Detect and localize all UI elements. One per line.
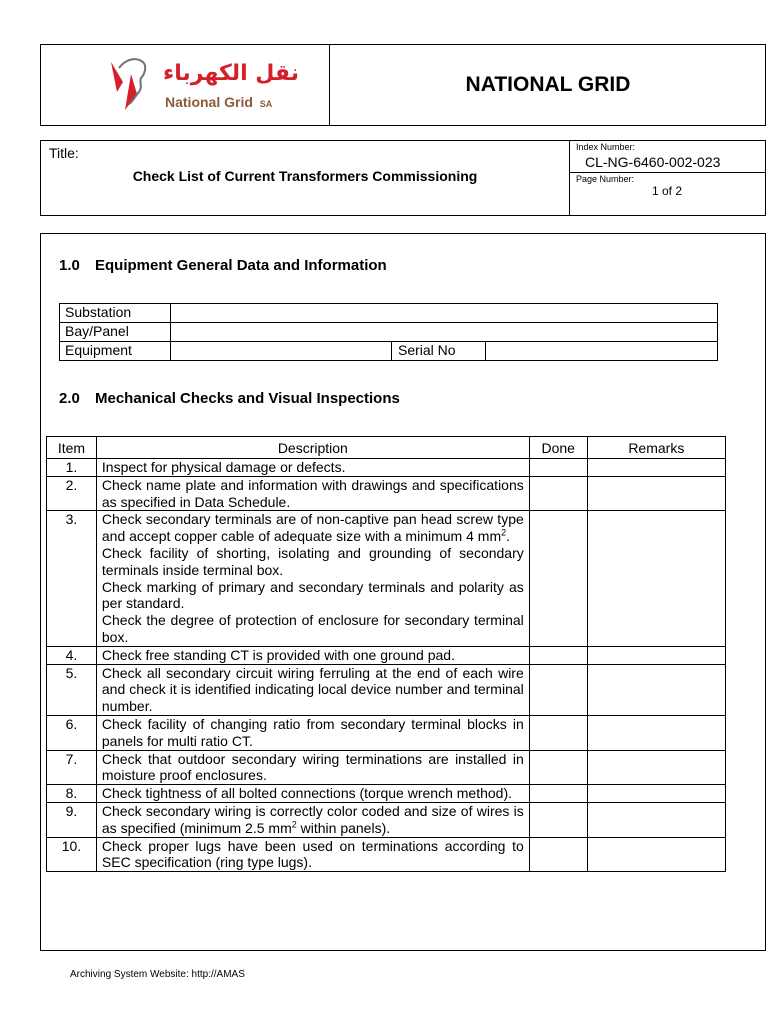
remarks-cell[interactable] — [587, 715, 725, 750]
item-description — [96, 785, 529, 803]
item-number: 5. — [47, 664, 97, 715]
item-number: 7. — [47, 750, 97, 785]
item-number: 8. — [47, 785, 97, 803]
item-description — [96, 646, 529, 664]
item-description — [96, 750, 529, 785]
document-header — [40, 44, 766, 126]
section-2-heading — [59, 390, 400, 407]
done-cell[interactable] — [529, 646, 587, 664]
description-line: Check facility of shorting, isolating and grounding of secondary terminals inside terminal box. — [101, 544, 524, 578]
section-1-title: Equipment General Data and Information — [95, 257, 387, 274]
svg-text:National Grid SA — [165, 94, 273, 110]
footer-text: Archiving System Website: http://AMAS — [70, 969, 245, 980]
description-line: Inspect for physical damage or defects. — [101, 459, 346, 475]
serial-no-field[interactable] — [486, 342, 718, 361]
section-2-title: Mechanical Checks and Visual Inspections — [95, 390, 400, 407]
table-row — [47, 476, 726, 511]
item-number: 9. — [47, 802, 97, 837]
table-row — [47, 646, 726, 664]
page-number-label: Page Number: — [576, 174, 635, 184]
document-title: Check List of Current Transformers Commissioning — [132, 168, 478, 184]
title-block — [40, 140, 766, 216]
done-cell[interactable] — [529, 459, 587, 477]
description-line: Check all secondary circuit wiring ferruling at the end of each wire and check it is identified indicating local device number and terminal number. — [101, 664, 524, 715]
item-description — [96, 476, 529, 511]
table-row — [47, 837, 726, 872]
section-1-heading — [59, 257, 387, 274]
table-row — [47, 664, 726, 715]
table-row — [47, 459, 726, 477]
bay-panel-label: Bay/Panel — [60, 323, 171, 342]
national-grid-logo — [103, 52, 303, 116]
table-row — [60, 323, 718, 342]
index-number-label: Index Number: — [576, 142, 636, 152]
equipment-field[interactable] — [171, 342, 392, 361]
item-number: 2. — [47, 476, 97, 511]
item-description — [96, 837, 529, 872]
item-description — [96, 802, 529, 837]
bay-panel-field[interactable] — [171, 323, 718, 342]
column-header-item: Item — [47, 437, 97, 459]
table-header-row — [47, 437, 726, 459]
description-line: Check that outdoor secondary wiring terminations are installed in moisture proof enclosures. — [101, 750, 524, 784]
done-cell[interactable] — [529, 837, 587, 872]
serial-no-label: Serial No — [392, 342, 486, 361]
remarks-cell[interactable] — [587, 802, 725, 837]
index-number-value: CL-NG-6460-002-023 — [585, 154, 721, 170]
remarks-cell[interactable] — [587, 511, 725, 646]
remarks-cell[interactable] — [587, 837, 725, 872]
section-2-number: 2.0 — [59, 390, 80, 407]
table-row — [47, 511, 726, 646]
done-cell[interactable] — [529, 664, 587, 715]
item-number: 4. — [47, 646, 97, 664]
description-line: Check proper lugs have been used on terminations according to SEC specification (ring type lugs). — [101, 837, 524, 871]
remarks-cell[interactable] — [587, 785, 725, 803]
description-line: Check facility of changing ratio from secondary terminal blocks in panels for multi ratio CT. — [101, 715, 524, 749]
table-row — [47, 715, 726, 750]
table-row — [47, 785, 726, 803]
remarks-cell[interactable] — [587, 459, 725, 477]
table-row — [47, 750, 726, 785]
logo-english-text: National Grid — [165, 94, 253, 110]
table-row — [47, 802, 726, 837]
item-number: 1. — [47, 459, 97, 477]
organization-name: NATIONAL GRID — [465, 73, 631, 96]
description-line: Check secondary terminals are of non-captive pan head screw type and accept copper cable of adequate size with a minimum 4 $mm^2$. — [101, 511, 524, 545]
remarks-cell[interactable] — [587, 664, 725, 715]
remarks-cell[interactable] — [587, 476, 725, 511]
description-line: Check name plate and information with drawings and specifications as specified in Data Schedule. — [101, 476, 524, 510]
done-cell[interactable] — [529, 750, 587, 785]
item-number: 6. — [47, 715, 97, 750]
equipment-data-table — [59, 303, 718, 361]
logo-arabic-text: نقل الكهرباء — [163, 61, 299, 86]
item-description — [96, 715, 529, 750]
done-cell[interactable] — [529, 715, 587, 750]
checklist-table — [46, 436, 726, 872]
remarks-cell[interactable] — [587, 750, 725, 785]
page-number-value: 1 of 2 — [651, 184, 683, 198]
table-row — [60, 342, 718, 361]
logo-sa-text: SA — [259, 99, 273, 109]
done-cell[interactable] — [529, 802, 587, 837]
description-line: Check secondary wiring is correctly color coded and size of wires is as specified (minimum 2.5 $mm^2$ within panels). — [101, 802, 524, 836]
column-header-description: Description — [96, 437, 529, 459]
item-description — [96, 511, 529, 646]
done-cell[interactable] — [529, 511, 587, 646]
description-line: Check the degree of protection of enclosure for secondary terminal box. — [101, 612, 524, 645]
item-description — [96, 459, 529, 477]
description-line: Check free standing CT is provided with one ground pad. — [101, 646, 455, 663]
item-description — [96, 664, 529, 715]
substation-field[interactable] — [171, 304, 718, 323]
equipment-label: Equipment — [60, 342, 171, 361]
substation-label: Substation — [60, 304, 171, 323]
description-line: Check marking of primary and secondary terminals and polarity as per standard. — [101, 578, 524, 612]
remarks-cell[interactable] — [587, 646, 725, 664]
done-cell[interactable] — [529, 785, 587, 803]
item-number: 10. — [47, 837, 97, 872]
item-number: 3. — [47, 511, 97, 646]
column-header-done: Done — [529, 437, 587, 459]
lightning-map-icon — [103, 52, 303, 116]
table-row — [60, 304, 718, 323]
done-cell[interactable] — [529, 476, 587, 511]
column-header-remarks: Remarks — [587, 437, 725, 459]
description-line: Check tightness of all bolted connections (torque wrench method). — [101, 785, 513, 802]
title-label: Title: — [49, 145, 79, 161]
section-1-number: 1.0 — [59, 257, 80, 274]
